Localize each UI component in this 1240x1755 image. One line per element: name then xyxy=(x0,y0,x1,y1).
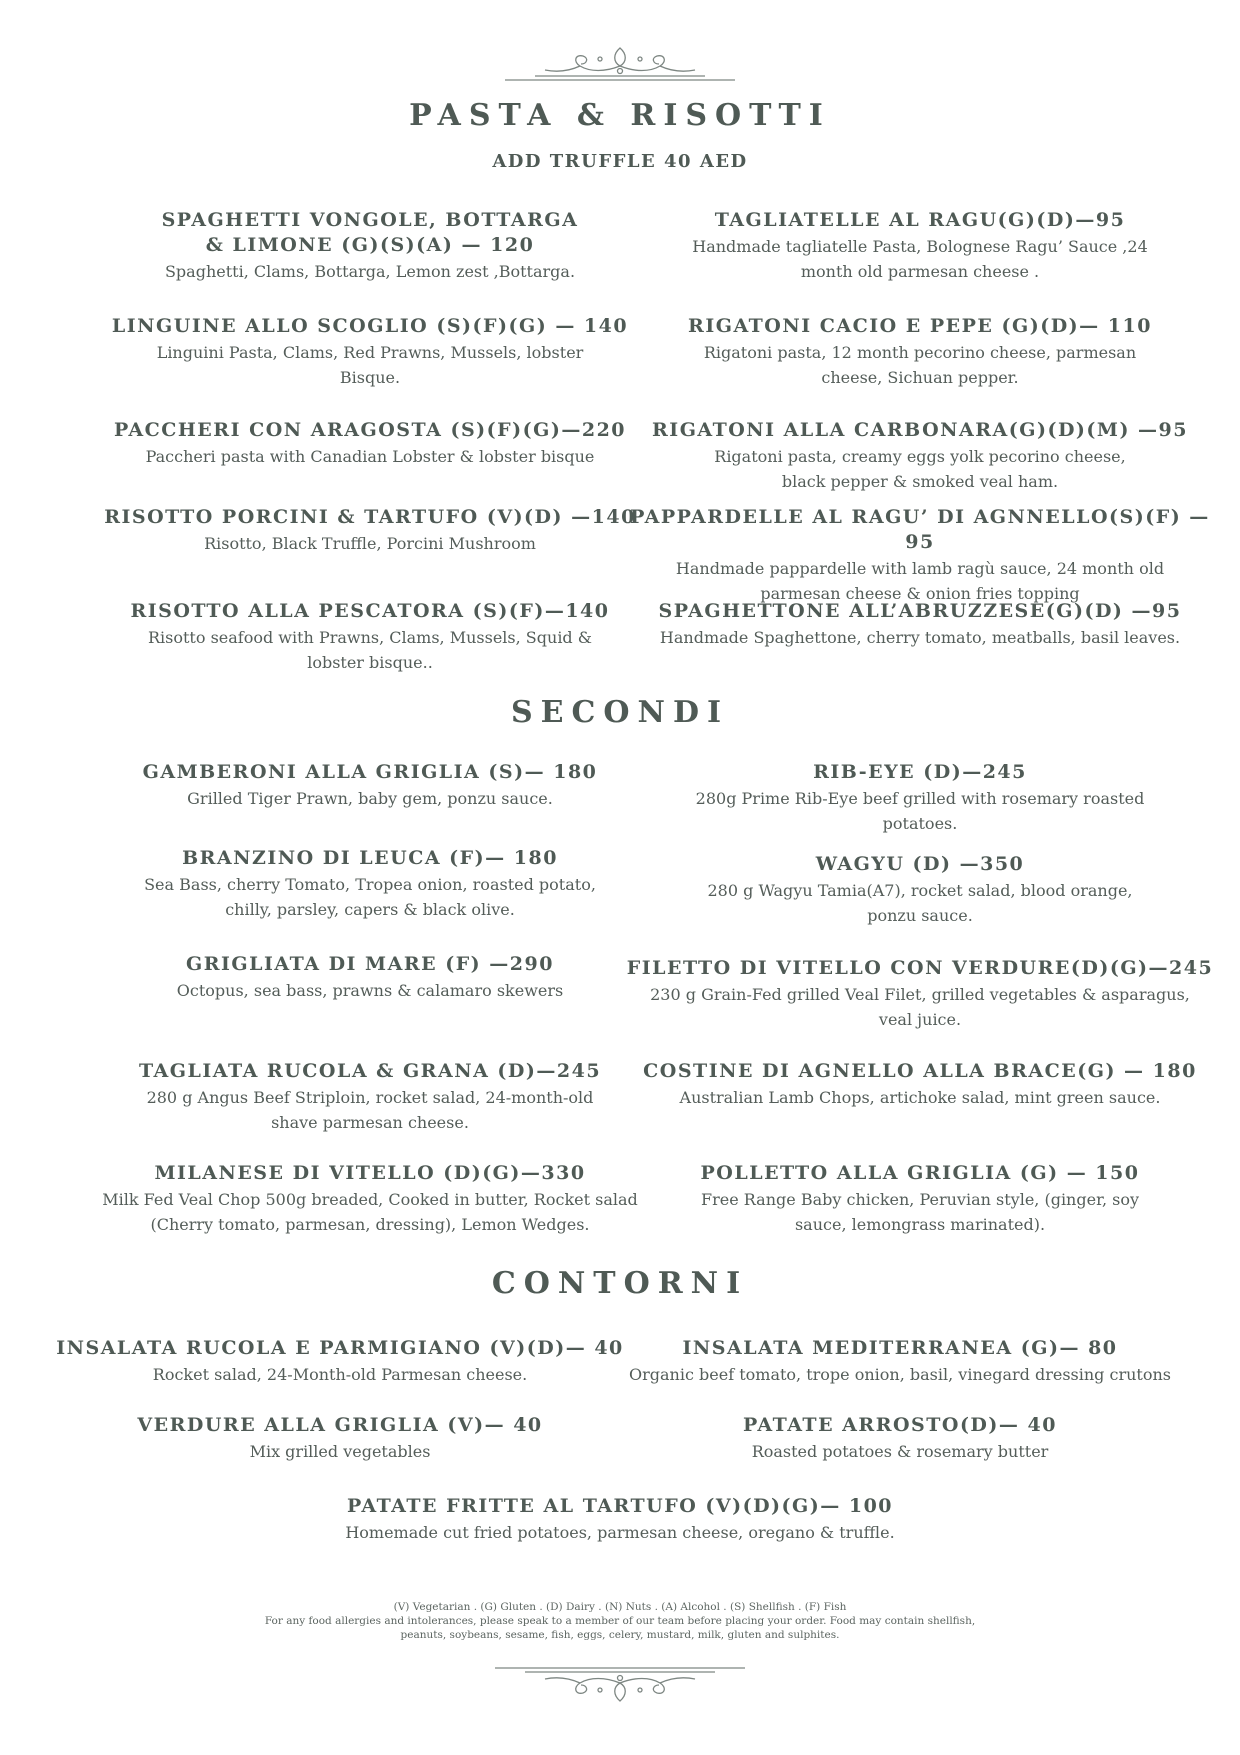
menu-item xyxy=(620,505,1220,606)
menu-item xyxy=(640,1161,1200,1237)
item-name: LINGUINE ALLO SCOGLIO (S)(F)(G) — 140 xyxy=(111,315,629,337)
item-name: PATATE ARROSTO(D)— 40 xyxy=(743,1414,1057,1436)
item-description: Homemade cut fried potatoes, parmesan cheese, oregano & truffle. xyxy=(345,1523,895,1542)
item-description: Linguini Pasta, Clams, Red Prawns, Mussels, lobster Bisque. xyxy=(156,343,584,387)
item-description: Grilled Tiger Prawn, baby gem, ponzu sauce. xyxy=(187,789,553,808)
item-description: Sea Bass, cherry Tomato, Tropea onion, roasted potato, chilly, parsley, capers & black olive. xyxy=(144,875,596,919)
menu-item xyxy=(640,208,1200,284)
item-description: Rigatoni pasta, 12 month pecorino cheese, parmesan cheese, Sichuan pepper. xyxy=(703,343,1137,387)
menu-item xyxy=(90,952,650,1003)
allergy-notice-line-2: peanuts, soybeans, sesame, fish, eggs, celery, mustard, milk, gluten and sulphites. xyxy=(400,1629,840,1641)
item-description: Australian Lamb Chops, artichoke salad, mint green sauce. xyxy=(679,1088,1161,1107)
menu-item xyxy=(620,1413,1180,1464)
item-name: POLLETTO ALLA GRIGLIA (G) — 150 xyxy=(700,1162,1140,1184)
allergen-footer xyxy=(0,1600,1240,1642)
item-description: 280 g Wagyu Tamia(A7), rocket salad, blood orange, ponzu sauce. xyxy=(707,881,1133,925)
item-description: Handmade Spaghettone, cherry tomato, meatballs, basil leaves. xyxy=(659,628,1181,647)
menu-item xyxy=(640,418,1200,494)
menu-item xyxy=(620,599,1220,650)
item-description: Free Range Baby chicken, Peruvian style, (ginger, soy sauce, lemongrass marinated). xyxy=(700,1190,1140,1234)
item-name: INSALATA MEDITERRANEA (G)— 80 xyxy=(682,1337,1118,1359)
pasta-section-title: PASTA & RISOTTI xyxy=(409,98,831,133)
truffle-addon-note: ADD TRUFFLE 40 AED xyxy=(492,151,748,172)
item-name: RISOTTO ALLA PESCATORA (S)(F)—140 xyxy=(130,600,610,622)
allergy-notice-line-1: For any food allergies and intolerances, please speak to a member of our team before placing your order. Food may contain shellfish, xyxy=(264,1615,976,1627)
item-name: PACCHERI CON ARAGOSTA (S)(F)(G)—220 xyxy=(113,419,627,441)
item-description: Handmade tagliatelle Pasta, Bolognese Ragu’ Sauce ,24 month old parmesan cheese . xyxy=(692,237,1148,281)
item-name: SPAGHETTI VONGOLE, BOTTARGA & LIMONE (G)(S)(A) — 120 xyxy=(161,209,579,256)
menu-item xyxy=(640,1059,1200,1110)
menu-item xyxy=(640,852,1200,928)
item-description: Organic beef tomato, trope onion, basil, vinegard dressing crutons xyxy=(629,1365,1171,1384)
secondi-section-title: SECONDI xyxy=(510,695,729,730)
menu-item xyxy=(90,846,650,922)
item-name: PATATE FRITTE AL TARTUFO (V)(D)(G)— 100 xyxy=(346,1495,894,1517)
item-description: Roasted potatoes & rosemary butter xyxy=(751,1442,1049,1461)
flourish-icon xyxy=(505,42,735,84)
item-name: TAGLIATA RUCOLA & GRANA (D)—245 xyxy=(138,1060,602,1082)
item-name: VERDURE ALLA GRIGLIA (V)— 40 xyxy=(137,1414,543,1436)
item-description: Handmade pappardelle with lamb ragù sauce, 24 month old parmesan cheese & onion fries topping xyxy=(675,559,1165,603)
item-name: GRIGLIATA DI MARE (F) —290 xyxy=(186,953,554,975)
item-name: BRANZINO DI LEUCA (F)— 180 xyxy=(182,847,558,869)
menu-item xyxy=(640,314,1200,390)
item-description: Risotto, Black Truffle, Porcini Mushroom xyxy=(204,534,536,553)
item-name: RIB-EYE (D)—245 xyxy=(813,761,1027,783)
menu-item xyxy=(70,1161,670,1237)
menu-item xyxy=(620,956,1220,1032)
menu-item xyxy=(90,418,650,469)
item-name: RIGATONI ALLA CARBONARA(G)(D)(M) —95 xyxy=(652,419,1188,441)
item-name: COSTINE DI AGNELLO ALLA BRACE(G) — 180 xyxy=(643,1060,1197,1082)
menu-item xyxy=(60,1413,620,1464)
item-name: GAMBERONI ALLA GRIGLIA (S)— 180 xyxy=(142,761,598,783)
contorni-section-title: CONTORNI xyxy=(491,1266,749,1301)
menu-item xyxy=(90,208,650,284)
item-description: 280g Prime Rib-Eye beef grilled with rosemary roasted potatoes. xyxy=(695,789,1145,833)
item-description: Risotto seafood with Prawns, Clams, Mussels, Squid & lobster bisque.. xyxy=(147,628,592,672)
item-description: Rigatoni pasta, creamy eggs yolk pecorino cheese, black pepper & smoked veal ham. xyxy=(714,447,1126,491)
item-name: MILANESE DI VITELLO (D)(G)—330 xyxy=(154,1162,586,1184)
item-description: Paccheri pasta with Canadian Lobster & lobster bisque xyxy=(145,447,595,466)
flourish-icon xyxy=(495,1665,745,1707)
top-ornament xyxy=(0,42,1240,84)
menu-item xyxy=(90,314,650,390)
item-description: 280 g Angus Beef Striploin, rocket salad, 24-month-old shave parmesan cheese. xyxy=(146,1088,594,1132)
menu-item xyxy=(40,1336,640,1387)
menu-item xyxy=(600,1336,1200,1387)
item-name: RIGATONI CACIO E PEPE (G)(D)— 110 xyxy=(688,315,1152,337)
item-description: Mix grilled vegetables xyxy=(249,1442,431,1461)
item-name: FILETTO DI VITELLO CON VERDURE(D)(G)—245 xyxy=(626,957,1214,979)
item-name: RISOTTO PORCINI & TARTUFO (V)(D) —140 xyxy=(104,506,636,528)
item-description: Milk Fed Veal Chop 500g breaded, Cooked in butter, Rocket salad (Cherry tomato, parmesan, dressing), Lemon Wedges. xyxy=(102,1190,638,1234)
allergen-legend: (V) Vegetarian . (G) Gluten . (D) Dairy . (N) Nuts . (A) Alcohol . (S) Shellfish . (F) Fish xyxy=(393,1601,847,1613)
menu-item xyxy=(90,760,650,811)
menu-item xyxy=(90,505,650,556)
item-description: Rocket salad, 24-Month-old Parmesan cheese. xyxy=(152,1365,528,1384)
item-name: INSALATA RUCOLA E PARMIGIANO (V)(D)— 40 xyxy=(56,1337,624,1359)
item-name: WAGYU (D) —350 xyxy=(815,853,1025,875)
item-description: Spaghetti, Clams, Bottarga, Lemon zest ,Bottarga. xyxy=(164,262,576,281)
bottom-ornament xyxy=(0,1665,1240,1707)
item-description: 230 g Grain-Fed grilled Veal Filet, grilled vegetables & asparagus, veal juice. xyxy=(650,985,1190,1029)
item-name: TAGLIATELLE AL RAGU(G)(D)—95 xyxy=(714,209,1126,231)
menu-item xyxy=(90,1059,650,1135)
menu-item xyxy=(90,599,650,675)
menu-item xyxy=(320,1494,920,1545)
menu-item xyxy=(640,760,1200,836)
item-name: SPAGHETTONE ALL’ABRUZZESE(G)(D) —95 xyxy=(658,600,1182,622)
item-name: PAPPARDELLE AL RAGU’ DI AGNNELLO(S)(F) —95 xyxy=(630,506,1210,553)
item-description: Octopus, sea bass, prawns & calamaro skewers xyxy=(176,981,564,1000)
